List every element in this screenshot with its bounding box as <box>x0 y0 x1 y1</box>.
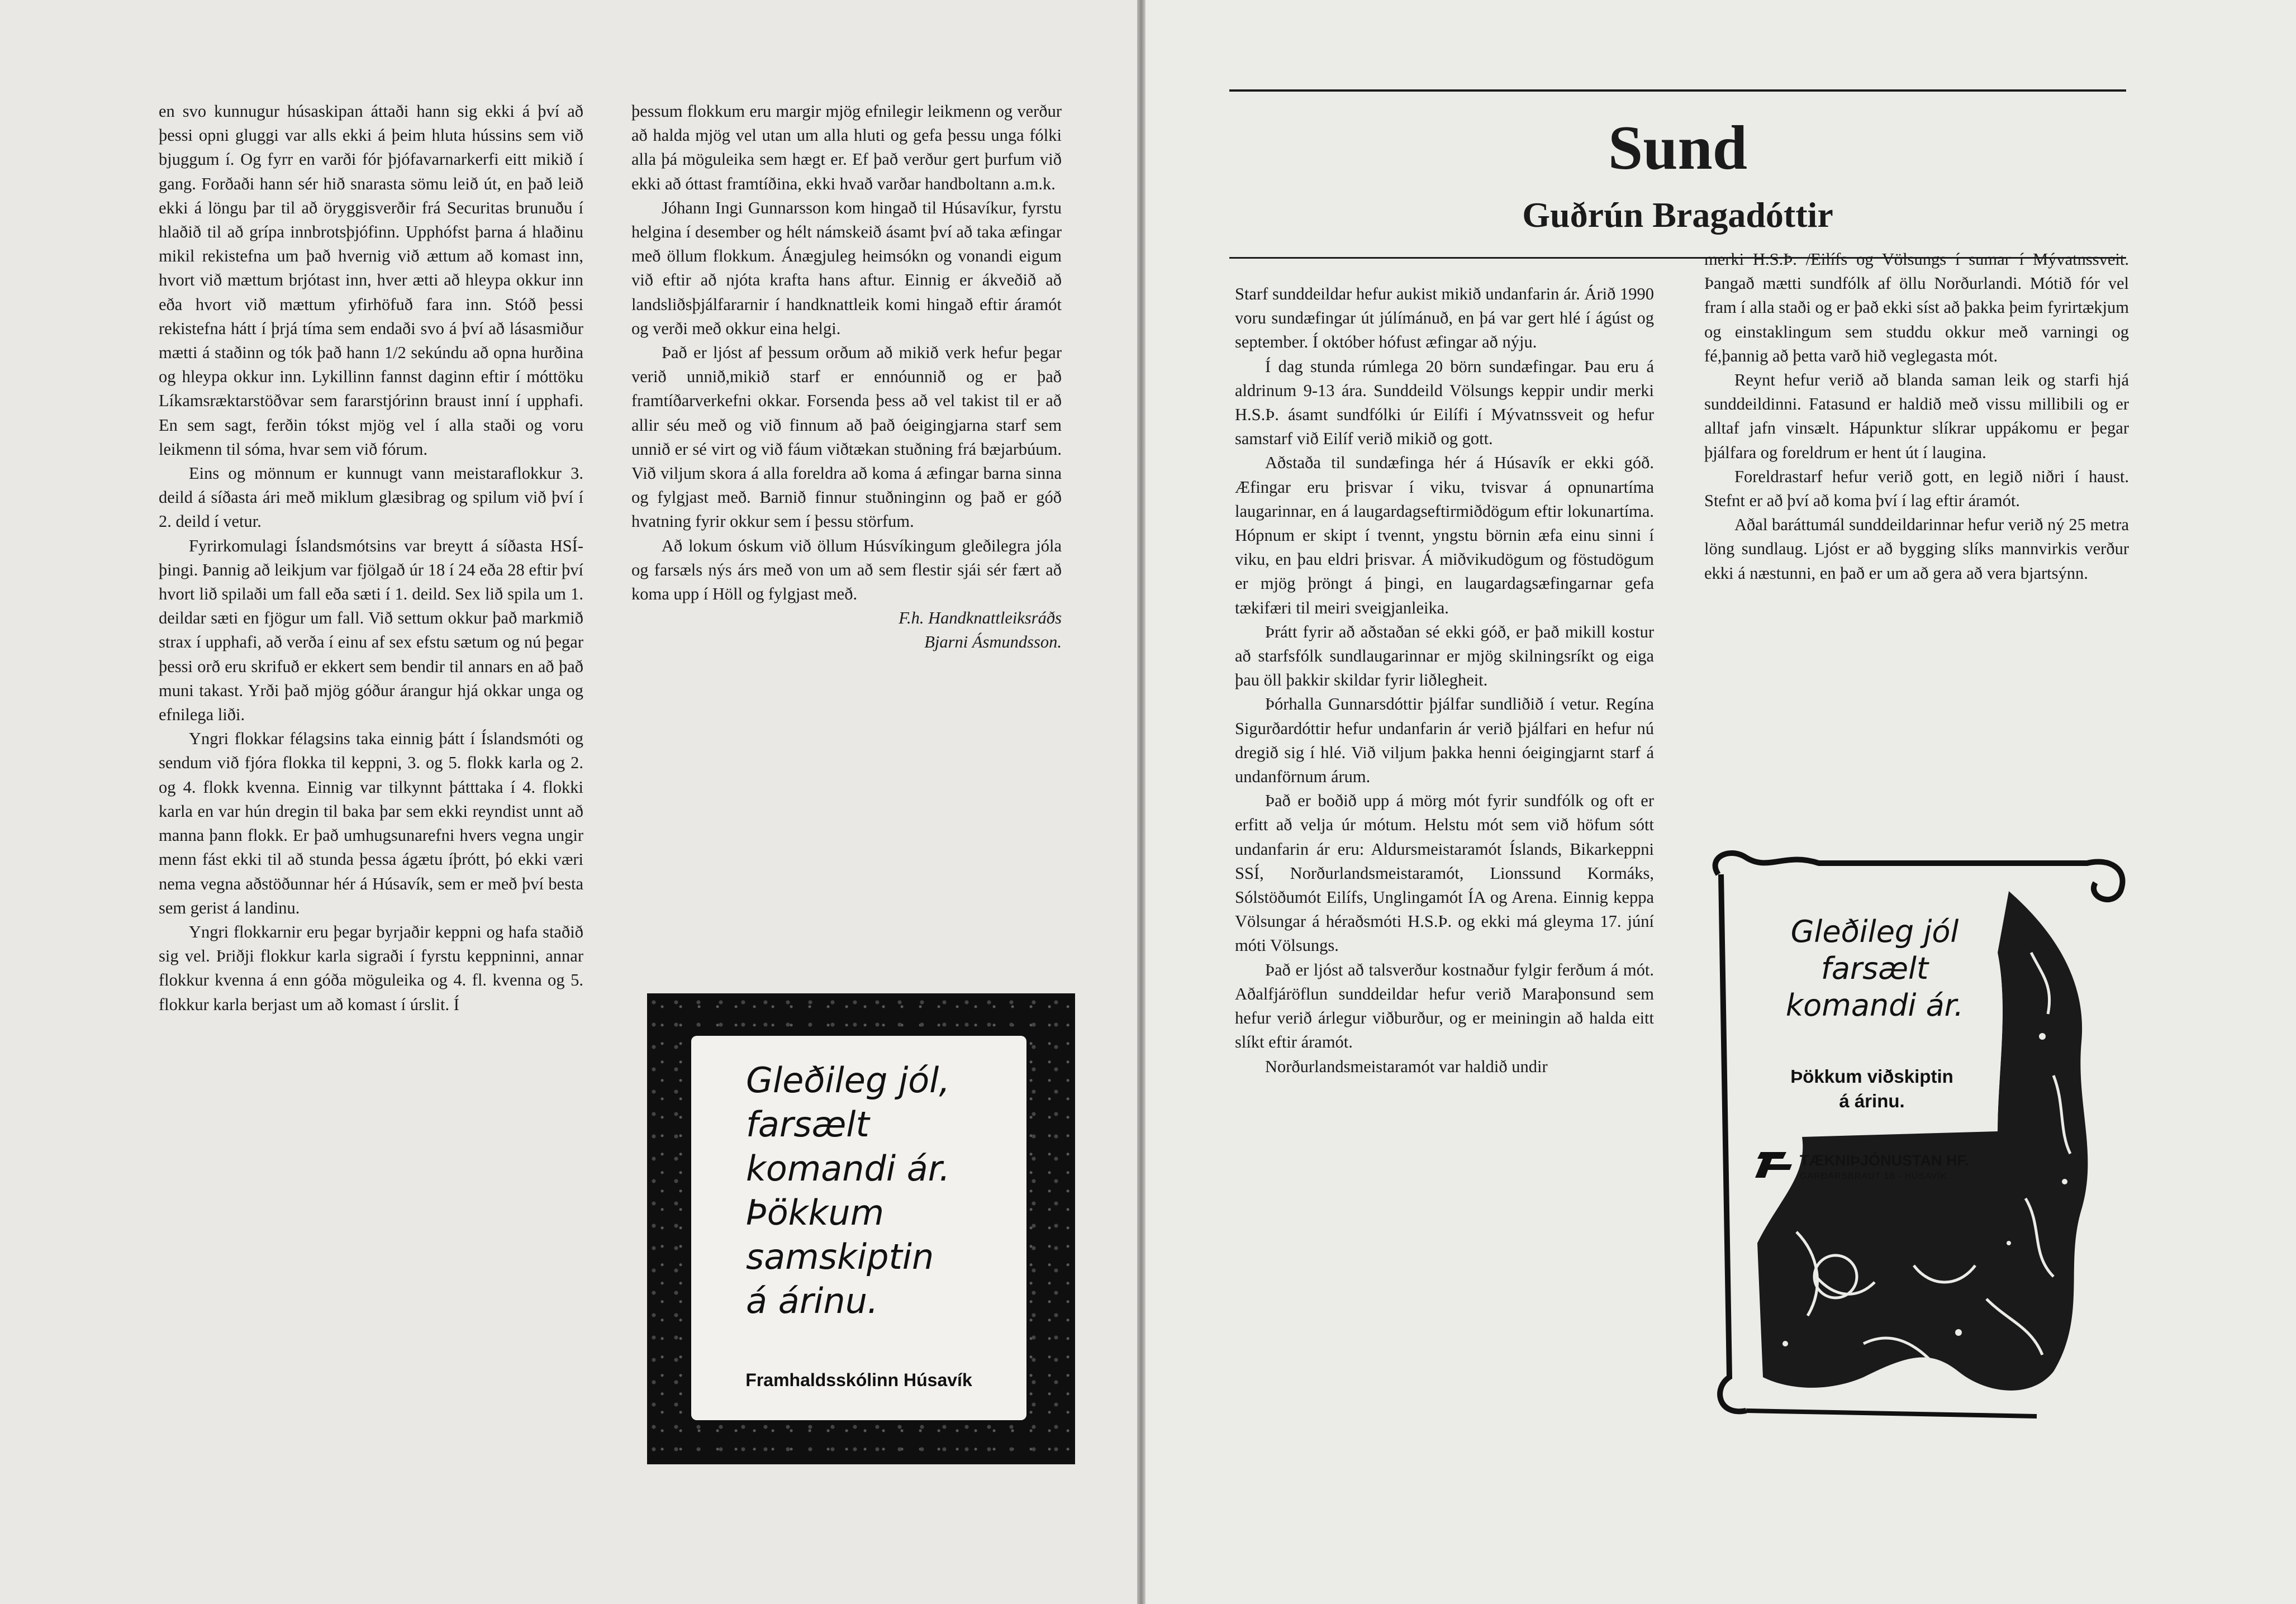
ad-text-panel <box>691 1036 1026 1420</box>
paragraph: Aðstaða til sundæfinga hér á Húsavík er ekki góð. Æfingar eru þrisvar í viku, tvisvar á opnunartíma laugarinnar, en á laugardagseftirmiðdögum eftir lokunartíma. Hópnum er skipt í tvennt, yngstu börnin æfa einu sinni í viku, en þau eldri þrisvar. Á miðvikudögum og föstudögum er mjög þröngt á þingi, en laugardagsæfingarnar gefa tækifæri til meiri sveigjanleika. <box>1235 453 1654 617</box>
ad-greeting: Gleðileg jól farsælt komandi ár. <box>1785 914 1964 1023</box>
signature-name: Bjarni Ásmundsson. <box>924 632 1062 652</box>
paragraph: Það er boðið upp á mörg mót fyrir sundfólk og oft er erfitt að velja úr mótum. Helstu mót sem við höfum sótt undanfarin ár eru: Aldursmeistaramót Íslands, Bikarkeppni SSÍ, Norðurlandsmeistaramót, Lionssund Kormáks, Sólstöðumót Eilífs, Unglingamót ÍA og Arena. Einnig keppa Völsungar á héraðsmóti H.S.Þ. og ekki má gleyma 17. júní móti Völsungs. <box>1235 791 1654 955</box>
paragraph: Norðurlandsmeistaramót var haldið undir <box>1265 1056 1548 1076</box>
signature-line: F.h. Handknattleiksráðs <box>899 608 1062 628</box>
paragraph: Eins og mönnum er kunnugt vann meistaraflokkur 3. deild á síðasta ári með miklum glæsibrag og spilum við því í 2. deild í vetur. <box>159 464 583 531</box>
paragraph: Yngri flokkarnir eru þegar byrjaðir keppni og hafa staðið sig vel. Þriðji flokkur karla sigraði í fyrstu keppninni, annar flokkur kvenna á enn góða möguleika og 4. fl. kvenna og 5. flokkur karla berjast um að komast í úrslit. Í <box>159 922 583 1014</box>
paragraph: Það er ljóst af þessum orðum að mikið verk hefur þegar verið unnið,mikið starf er ennóunnið og er það framtíðarverkefni okkar. Forsenda þess að vel takist til er að allir séu með og við finnum að það óeigingjarna starf sem unnið er sé virt og við fáum viðtækan stuðning frá bæjarbúum. Við viljum skora á alla foreldra að koma á æfingar barna sinna og fylgjast með. Barnið finnur stuðninginn og það er góð hvatning fyrir okkur sem í þessu störfum. <box>631 343 1062 531</box>
paragraph: Aðal baráttumál sunddeildarinnar hefur verið ný 25 metra löng sundlaug. Ljóst er að bygging slíks mannvirkis verður ekki á næstunni, en það er um að gera að vera bjartsýnn. <box>1704 515 2129 583</box>
paragraph: Það er ljóst að talsverður kostnaður fylgir ferðum á mót. Aðalfjáröflun sunddeildar hefur verið Maraþonsund sem hefur verið árlegur viðburður, og er meiningin að halda eitt slíkt eftir áramót. <box>1235 960 1654 1052</box>
company-address: GARÐARSBRAUT 18 - HÚSAVÍK <box>1800 1172 1947 1181</box>
company-name: TÆKNIÞJÓNUSTAN HF. <box>1800 1152 1969 1169</box>
ad-sponsor: Framhaldsskólinn Húsavík <box>745 1370 972 1390</box>
paragraph: Í dag stunda rúmlega 20 börn sundæfingar. Þau eru á aldrinum 9-13 ára. Sunddeild Völsungs keppir undir merki H.S.Þ. ásamt sundfólki úr Eilífi í Mývatnssveit og hefur samstarf við Eilíf verið mikið og gott. <box>1235 356 1654 449</box>
paragraph: en svo kunnugur húsaskipan áttaði hann sig ekki á því að þessi opni gluggi var alls ekki á þeim hluta hússins sem við bjuggum í. Og fyrr en varði fór þjófavarnarkerfi eitt mikið í gang. Forðaði hann sér hið snarasta sömu leið út, en það leið ekki á löngu þar til að öryggisverðir frá Securitas brunuðu í hlaðið til að grípa innbrotsþjófinn. Upphófst þarna á hlaðinu mikil rekistefna um það hvernig við ættum að komast inn, hvort við mættum brjótast inn, hver ætti að hleypa okkur inn eða hvort við mættum yfirhöfuð fara inn. Stóð þessi rekistefna hátt í þrjá tíma sem endaði svo á því að lásasmiður mætti á staðinn og tók það hann 1/2 sekúndu að opna hurðina og hleypa okkur inn. Lykillinn fannst daginn eftir í móttöku Líkamsræktarstöðvar sem fararstjórinn braust inní í upphafi. En sem sagt, ferðin tókst mjög vel í alla staði og voru leikmenn til sóma, hvar sem við fórum. <box>159 102 583 459</box>
paragraph: Jóhann Ingi Gunnarsson kom hingað til Húsavíkur, fyrstu helgina í desember og hélt námskeið ásamt því að taka æfingar með öllum flokkum. Ánægjuleg heimsókn og vonandi eigum við eftir að njóta krafta hans aftur. Einnig er ákveðið að landsliðsþjálfararnir í handknattleik komi hingað eftir áramót og verði með okkur eina helgi. <box>631 198 1062 338</box>
left-page <box>0 0 1137 1604</box>
article-column-2 <box>631 99 1062 655</box>
paragraph: Foreldrastarf hefur verið gott, en legið niðri í haust. Stefnt er að því að koma því í lag eftir áramót. <box>1704 467 2129 511</box>
paragraph: Yngri flokkar félagsins taka einnig þátt í Íslandsmóti og sendum við fjóra flokka til keppni, 3. og 5. flokk karla og 2. og 4. flokk kvenna. Einnig var tilkynnt þátttaka í 4. flokki karla en var hún dregin til baka þar sem ekki reyndist unnt að manna þann flokk. Er það umhugsunarefni hvers vegna ungir menn fást ekki til að stunda þessa ágætu íþrótt, þó ekki væri nema vegna aðstöðunnar hér á Húsavík, sem er með því besta sem gerist á landinu. <box>159 729 583 917</box>
paragraph: Fyrirkomulagi Íslandsmótsins var breytt á síðasta HSÍ-þingi. Þannig að leikjum var fjölgað úr 18 í 24 eða 28 eftir því hvort lið spilaði um fall eða sæti í 1. deild. Sex lið spila um 1. deildar sæti en fjögur um fall. Við settum okkur það markmið strax í upphafi, að verða í einu af sex efstu sætum og nú þegar þessi orð eru skrifuð er ekkert sem bendir til annars en að það muni takast. Yrði það mjög góður árangur hjá okkar unga og efnilega liði. <box>159 536 583 725</box>
paragraph: Þórhalla Gunnarsdóttir þjálfar sundliðið í vetur. Regína Sigurðardóttir hefur undanfarin ár verið þjálfari en hefur nú dregið sig í hlé. Við viljum þakka henni óeigingjarnt starf á undanförnum árum. <box>1235 694 1654 787</box>
paragraph: Starf sunddeildar hefur aukist mikið undanfarin ár. Árið 1990 voru sundæfingar út júlímánuð, en þá var gert hlé í ágúst og september. Í október hófust æfingar að nýju. <box>1235 284 1654 352</box>
christmas-ad-framhaldsskolinn <box>647 993 1075 1464</box>
paragraph: Þrátt fyrir að aðstaðan sé ekki góð, er það mikill kostur að starfsfólk sundlaugarinnar er mjög skilningsríkt og eiga þau öll þakkir skildar fyrir liðlegheit. <box>1235 622 1654 690</box>
paragraph: þessum flokkum eru margir mjög efnilegir leikmenn og verður að halda mjög vel utan um alla hluti og gefa þessu unga fólki alla þá möguleika sem hægt er. Ef það verður gert þurfum við ekki að óttast framtíðina, ekki hvað varðar handboltann a.m.k. <box>631 102 1062 193</box>
company-logo-icon <box>1753 1151 1793 1179</box>
paragraph: Að lokum óskum við öllum Húsvíkingum gleðilegra jóla og farsæls nýs árs með von um að sem flestir sjái sér fært að koma upp í Höll og fylgjast með. <box>631 536 1062 604</box>
ad-greeting: Gleðileg jól, farsælt komandi ár. Þökkum samskiptin á árinu. <box>746 1060 950 1321</box>
article-column-1 <box>159 99 583 1017</box>
christmas-ad-taeknithjonustan <box>1696 841 2137 1425</box>
title-rule-top <box>1229 89 2126 92</box>
article-title: Sund <box>1608 113 1748 183</box>
article-author: Guðrún Bragadóttir <box>1522 195 1833 235</box>
page-fold <box>1137 0 1145 1604</box>
ad-thanks: Þökkum viðskiptin á árinu. <box>1790 1066 1953 1111</box>
paragraph: Reynt hefur verið að blanda saman leik og starfi hjá sunddeildinni. Fatasund er haldið með vissu millibili og er alltaf jafn vinsælt. Hápunktur slíkrar uppákomu er þegar þjálfara og foreldrum er hent út í laugina. <box>1704 370 2129 462</box>
article-column-3 <box>1235 282 1654 1079</box>
article-column-4 <box>1704 247 2129 586</box>
paragraph: merki H.S.Þ. /Eilífs og Völsungs í sumar í Mývatnssveit. Þangað mætti sundfólk af öllu Norðurlandi. Mótið fór vel fram í alla staði og er það ekki síst að þakka þeim fyrirtækjum og einstaklingum sem studdu okkur með varningi og fé,þannig að þetta varð hið veglegasta mót. <box>1704 250 2129 365</box>
